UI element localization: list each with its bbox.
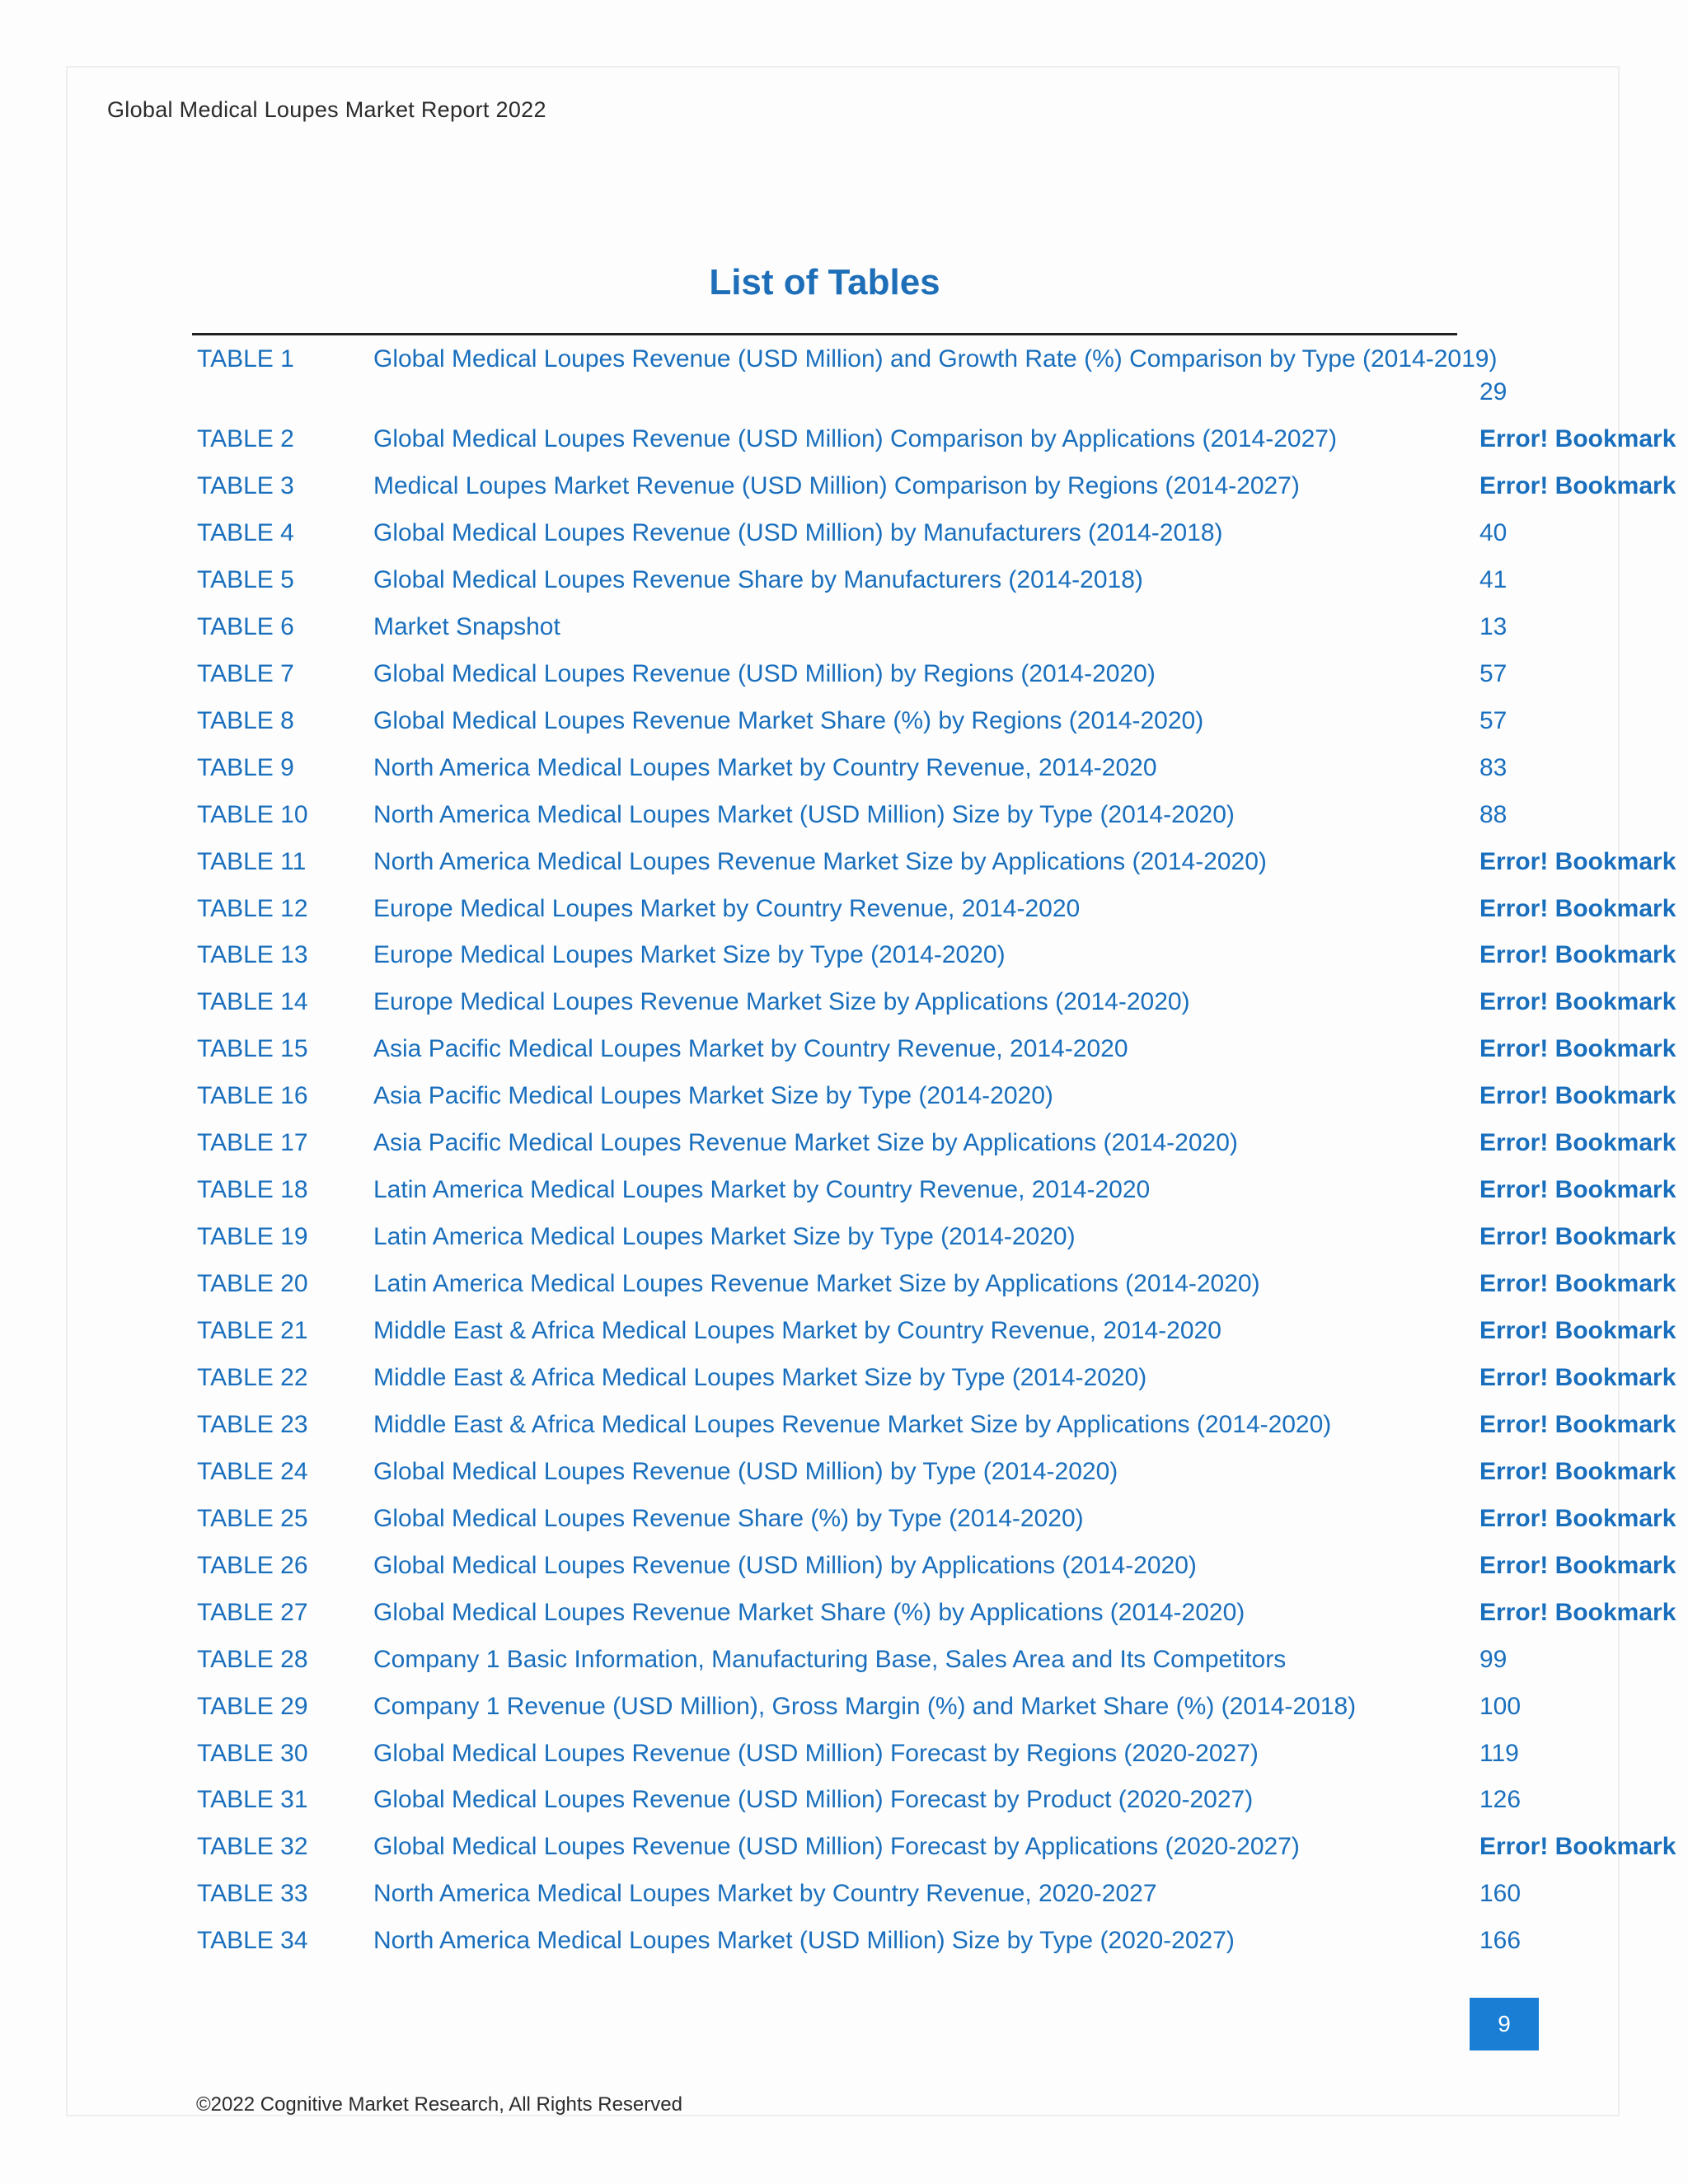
toc-entry-title[interactable]: Global Medical Loupes Revenue (USD Million) Forecast by Regions (2020-2027) [373,1740,1259,1767]
toc-entry-title[interactable]: Asia Pacific Medical Loupes Market Size by Type (2014-2020) [373,1082,1053,1109]
toc-entry-title[interactable]: Global Medical Loupes Revenue (USD Million) Forecast by Applications (2020-2027) [373,1833,1300,1860]
toc-entry-number: TABLE 25 [197,1505,308,1532]
toc-entry-title[interactable]: North America Medical Loupes Market (USD Million) Size by Type (2014-2020) [373,801,1235,828]
toc-entry-number: TABLE 20 [197,1270,308,1297]
toc-entry-title[interactable]: Latin America Medical Loupes Market Size by Type (2014-2020) [373,1223,1076,1250]
toc-entry-number: TABLE 4 [197,519,294,546]
toc-entry-number: TABLE 28 [197,1646,308,1673]
toc-entry-page[interactable]: 88 [1479,801,1507,828]
toc-entry-number: TABLE 15 [197,1035,308,1062]
toc-entry-page[interactable]: Error! Bookmark [1479,1035,1676,1062]
toc-entry-number: TABLE 26 [197,1552,308,1579]
toc-entry-page[interactable]: Error! Bookmark [1479,1364,1676,1391]
toc-entry-number: TABLE 9 [197,754,294,781]
toc-entry-title[interactable]: Company 1 Revenue (USD Million), Gross Margin (%) and Market Share (%) (2014-2018) [373,1693,1357,1720]
toc-entry-page[interactable]: Error! Bookmark [1479,1270,1676,1297]
toc-entry-number: TABLE 34 [197,1927,308,1954]
toc-entry-title[interactable]: Middle East & Africa Medical Loupes Market Size by Type (2014-2020) [373,1364,1147,1391]
toc-entry-title[interactable]: Global Medical Loupes Revenue (USD Million) and Growth Rate (%) Comparison by Type (2014-2019) [373,345,1498,373]
toc-entry-page[interactable]: 41 [1479,566,1507,593]
toc-entry-title[interactable]: Global Medical Loupes Revenue (USD Million) Forecast by Product (2020-2027) [373,1786,1254,1813]
toc-entry-page[interactable]: Error! Bookmark [1479,1223,1676,1250]
toc-entry-number: TABLE 16 [197,1082,308,1109]
toc-entry-page[interactable]: Error! Bookmark [1479,988,1676,1015]
toc-entry-page[interactable]: 99 [1479,1646,1507,1673]
toc-entry-page[interactable]: Error! Bookmark [1479,1599,1676,1626]
toc-entry-page[interactable]: Error! Bookmark [1479,472,1676,499]
toc-entry-number: TABLE 30 [197,1740,308,1767]
toc-entry-title[interactable]: Global Medical Loupes Revenue Market Share (%) by Applications (2014-2020) [373,1599,1245,1626]
toc-entry-title[interactable]: Asia Pacific Medical Loupes Revenue Market Size by Applications (2014-2020) [373,1129,1238,1156]
toc-entry-number: TABLE 12 [197,895,308,922]
toc-entry-page[interactable]: Error! Bookmark [1479,1552,1676,1579]
toc-entry-title[interactable]: North America Medical Loupes Revenue Market Size by Applications (2014-2020) [373,848,1267,875]
toc-entry-title[interactable]: Global Medical Loupes Revenue Market Share (%) by Regions (2014-2020) [373,707,1204,734]
toc-entry-number: TABLE 33 [197,1880,308,1907]
toc-entry-number: TABLE 3 [197,472,294,499]
toc-entry-number: TABLE 24 [197,1458,308,1485]
toc-entry-number: TABLE 13 [197,941,308,968]
toc-entry-title[interactable]: Market Snapshot [373,613,560,640]
toc-entry-number: TABLE 31 [197,1786,308,1813]
toc-entry-page[interactable]: 40 [1479,519,1507,546]
toc-entry-page[interactable]: 83 [1479,754,1507,781]
toc-entry-title[interactable]: Company 1 Basic Information, Manufacturing Base, Sales Area and Its Competitors [373,1646,1287,1673]
toc-entry-title[interactable]: Global Medical Loupes Revenue Share (%) by Type (2014-2020) [373,1505,1084,1532]
toc-entry-number: TABLE 19 [197,1223,308,1250]
toc-entry-page[interactable]: 100 [1479,1693,1522,1720]
page-number: 9 [1470,1998,1539,2050]
toc-entry-number: TABLE 11 [197,848,307,875]
toc-entry-number: TABLE 23 [197,1411,308,1438]
toc-entry-page[interactable]: 126 [1479,1786,1522,1813]
toc-entry-page[interactable]: 29 [1479,378,1507,405]
toc-entry-title[interactable]: Global Medical Loupes Revenue Share by Manufacturers (2014-2018) [373,566,1143,593]
toc-entry-number: TABLE 18 [197,1176,308,1203]
toc-entry-number: TABLE 6 [197,613,294,640]
running-header: Global Medical Loupes Market Report 2022 [107,97,546,122]
toc-entry-number: TABLE 21 [197,1317,308,1344]
toc-entry-page[interactable]: Error! Bookmark [1479,425,1676,452]
toc-entry-page[interactable]: Error! Bookmark [1479,848,1676,875]
toc-entry-page[interactable]: 119 [1479,1740,1519,1767]
toc-entry-page[interactable]: Error! Bookmark [1479,895,1676,922]
toc-entry-title[interactable]: Global Medical Loupes Revenue (USD Million) by Applications (2014-2020) [373,1552,1197,1579]
toc-entry-page[interactable]: Error! Bookmark [1479,1129,1676,1156]
toc-entry-page[interactable]: Error! Bookmark [1479,1458,1676,1485]
toc-entry-title[interactable]: Latin America Medical Loupes Market by Country Revenue, 2014-2020 [373,1176,1151,1203]
footer-copyright: ©2022 Cognitive Market Research, All Rights Reserved [196,2093,682,2116]
toc-entry-title[interactable]: North America Medical Loupes Market by Country Revenue, 2020-2027 [373,1880,1157,1907]
toc-entry-page[interactable]: Error! Bookmark [1479,941,1676,968]
toc-entry-number: TABLE 1 [197,345,294,373]
toc-entry-title[interactable]: North America Medical Loupes Market (USD Million) Size by Type (2020-2027) [373,1927,1235,1954]
toc-entry-title[interactable]: Global Medical Loupes Revenue (USD Million) Comparison by Applications (2014-2027) [373,425,1337,452]
toc-entry-title[interactable]: Global Medical Loupes Revenue (USD Million) by Regions (2014-2020) [373,660,1156,687]
toc-entry-page[interactable]: Error! Bookmark [1479,1082,1676,1109]
toc-entry-page[interactable]: Error! Bookmark [1479,1176,1676,1203]
list-of-tables-title: List of Tables [709,262,940,302]
toc-entry-number: TABLE 8 [197,707,294,734]
toc-entry-title[interactable]: Middle East & Africa Medical Loupes Revenue Market Size by Applications (2014-2020) [373,1411,1332,1438]
toc-entry-page[interactable]: 160 [1479,1880,1522,1907]
toc-entry-number: TABLE 7 [197,660,294,687]
toc-entry-title[interactable]: North America Medical Loupes Market by Country Revenue, 2014-2020 [373,754,1157,781]
toc-entry-page[interactable]: 166 [1479,1927,1522,1954]
toc-entry-title[interactable]: Asia Pacific Medical Loupes Market by Country Revenue, 2014-2020 [373,1035,1128,1062]
toc-entry-page[interactable]: 57 [1479,660,1507,687]
toc-entry-page[interactable]: Error! Bookmark [1479,1317,1676,1344]
table-of-contents [192,0,1676,2184]
toc-entry-title[interactable]: Europe Medical Loupes Market by Country Revenue, 2014-2020 [373,895,1081,922]
toc-entry-number: TABLE 5 [197,566,294,593]
toc-entry-title[interactable]: Europe Medical Loupes Revenue Market Size by Applications (2014-2020) [373,988,1190,1015]
toc-entry-page[interactable]: 13 [1479,613,1507,640]
toc-entry-number: TABLE 32 [197,1833,308,1860]
toc-entry-number: TABLE 29 [197,1693,308,1720]
toc-entry-page[interactable]: 57 [1479,707,1507,734]
toc-entry-title[interactable]: Europe Medical Loupes Market Size by Type (2014-2020) [373,941,1006,968]
toc-entry-page[interactable]: Error! Bookmark [1479,1505,1676,1532]
toc-entry-title[interactable]: Global Medical Loupes Revenue (USD Million) by Type (2014-2020) [373,1458,1118,1485]
toc-entry-title[interactable]: Global Medical Loupes Revenue (USD Million) by Manufacturers (2014-2018) [373,519,1223,546]
toc-entry-number: TABLE 27 [197,1599,308,1626]
toc-entry-number: TABLE 14 [197,988,308,1015]
toc-entry-number: TABLE 2 [197,425,294,452]
toc-entry-title[interactable]: Latin America Medical Loupes Revenue Market Size by Applications (2014-2020) [373,1270,1260,1297]
toc-entry-page[interactable]: Error! Bookmark [1479,1411,1676,1438]
toc-entry-number: TABLE 10 [197,801,308,828]
toc-entry-title[interactable]: Medical Loupes Market Revenue (USD Million) Comparison by Regions (2014-2027) [373,472,1300,499]
toc-entry-number: TABLE 17 [197,1129,308,1156]
toc-entry-number: TABLE 22 [197,1364,308,1391]
toc-entry-page[interactable]: Error! Bookmark [1479,1833,1676,1860]
toc-entry-title[interactable]: Middle East & Africa Medical Loupes Market by Country Revenue, 2014-2020 [373,1317,1221,1344]
